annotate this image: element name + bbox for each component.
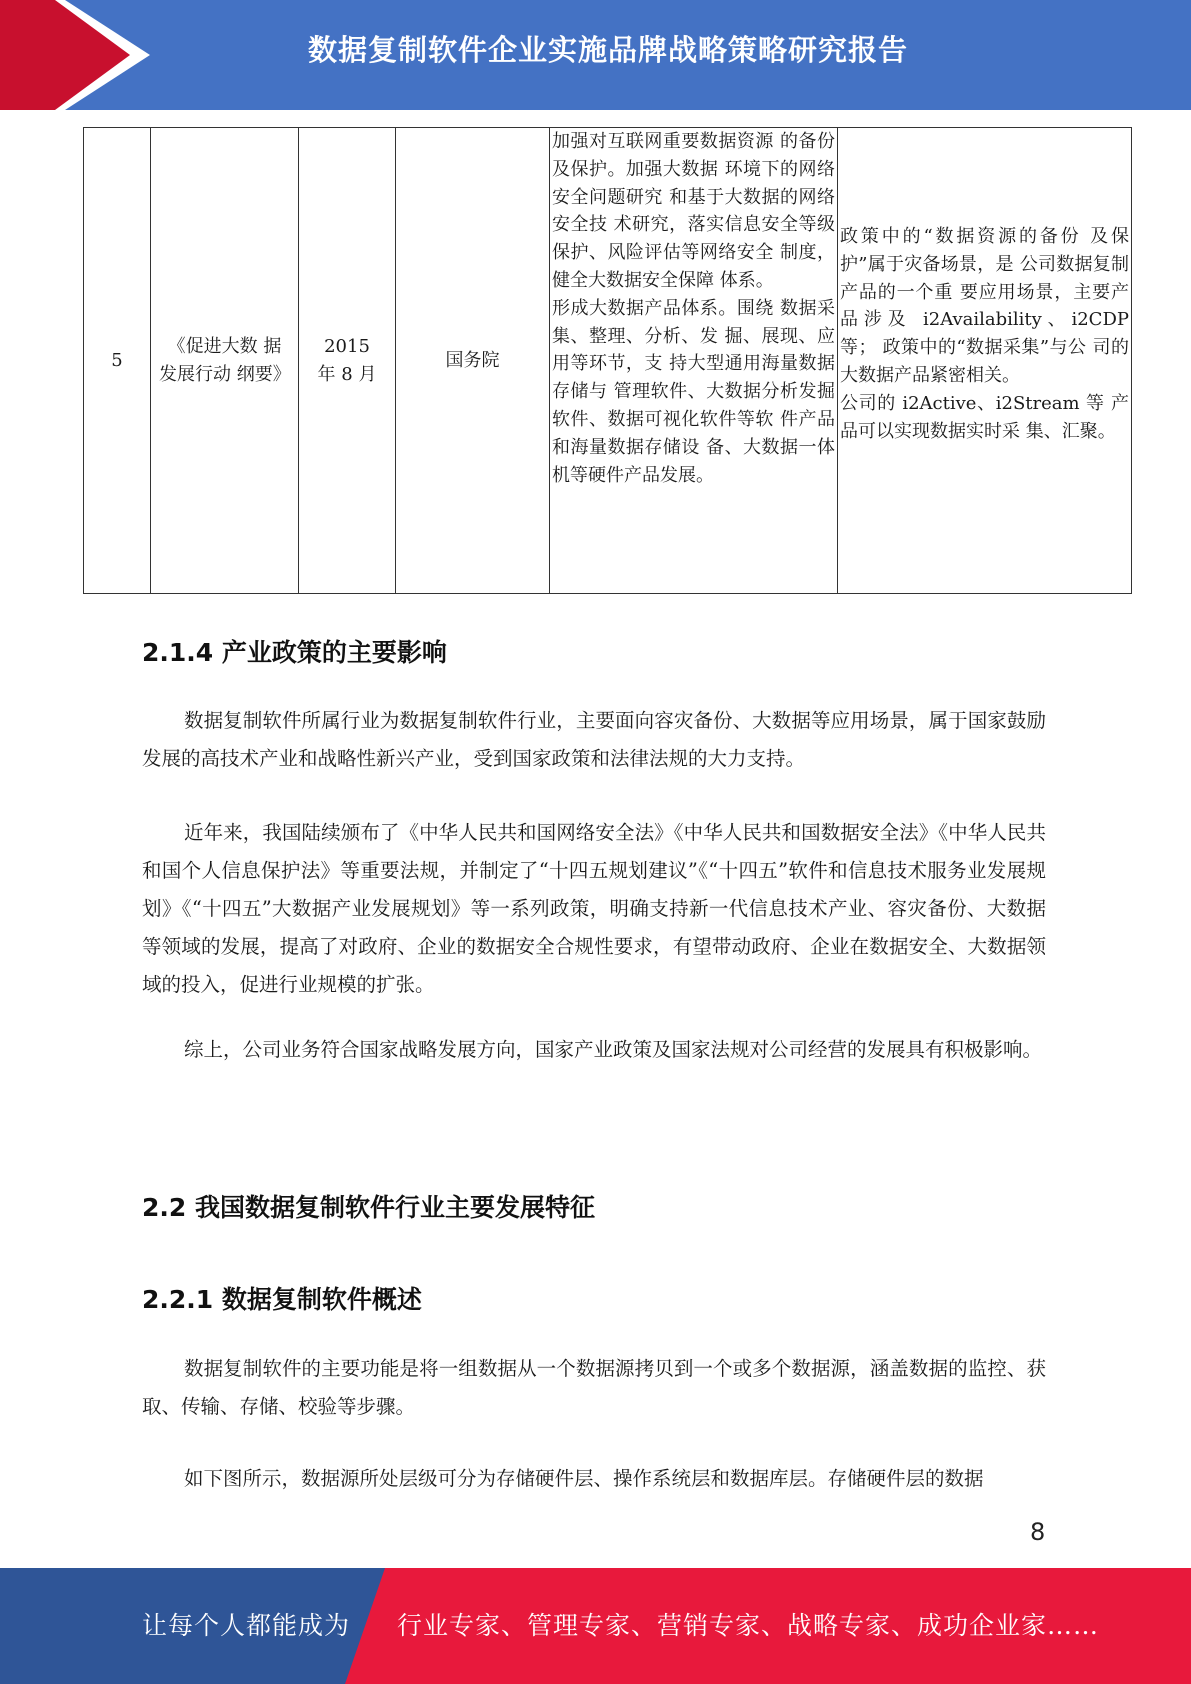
paragraph: 近年来，我国陆续颁布了《中华人民共和国网络安全法》《中华人民共和国数据安全法》《中华人民共和国个人信息保护法》等重要法规，并制定了“十四五规划建议”《“十四五”软件和信息技术服务业发展规划》《“十四五”大数据产业发展规划》等一系列政策，明确支持新一代信息技术产业、容灾备份、大数据等领域的发展，提高了对政府、企业的数据安全合规性要求，有望带动政府、企业在数据安全、大数据领域的投入，促进行业规模的扩张。 [142, 821, 1046, 996]
relevance-para-1: 政策中的“数据资源的备份 及保护”属于灾备场景，是 公司数据复制产品的一个重 要应用场景，主要产品涉及 i2Availability、i2CDP 等； 政策中的“数据采集”与公 司的大数据产品紧密相关。 [840, 226, 1129, 386]
paragraph: 如下图所示，数据源所处层级可分为存储硬件层、操作系统层和数据库层。存储硬件层的数据 [184, 1467, 984, 1490]
cell-number: 5 [84, 128, 151, 594]
footer-slogan-left: 让每个人都能成为 [142, 1611, 351, 1640]
paragraph: 数据复制软件的主要功能是将一组数据从一个数据源拷贝到一个或多个数据源，涵盖数据的监控、获取、传输、存储、校验等步骤。 [142, 1357, 1046, 1418]
table-row [84, 128, 1132, 594]
content-para-1: 加强对互联网重要数据资源 的备份及保护。加强大数据 环境下的网络安全问题研究 和基于大数据的网络安全技 术研究，落实信息安全等级 保护、风险评估等网络安全 制度，健全大数据安全保障 体系。 [552, 131, 835, 291]
cell-issuer: 国务院 [396, 128, 550, 594]
cell-policy-content [550, 128, 838, 594]
paragraph: 综上，公司业务符合国家战略发展方向，国家产业政策及国家法规对公司经营的发展具有积极影响。 [184, 1038, 1043, 1061]
page-header [0, 0, 1191, 110]
header-title: 数据复制软件企业实施品牌战略策略研究报告 [307, 33, 908, 67]
page-footer [0, 1568, 1191, 1684]
cell-date-text: 2015 年 8 月 [317, 335, 377, 385]
cell-policy-name: 《促进大数 据发展行动 纲要》 [151, 128, 299, 594]
footer-slogan-right: 行业专家、管理专家、营销专家、战略专家、成功企业家…… [397, 1611, 1100, 1640]
page-number: 8 [1030, 1518, 1046, 1546]
section-heading-2-2: 2.2 我国数据复制软件行业主要发展特征 [142, 1193, 595, 1222]
section-heading-2-2-1: 2.2.1 数据复制软件概述 [142, 1285, 422, 1314]
section-heading-2-1-4: 2.1.4 产业政策的主要影响 [142, 638, 447, 667]
content-para-2: 形成大数据产品体系。围绕 数据采集、整理、分析、发 掘、展现、应用等环节，支 持大型通用海量数据存储与 管理软件、大数据分析发掘 软件、数据可视化软件等软 件产品和海量数据存储设 备、大数据一体机等硬件产品发展。 [552, 297, 835, 486]
cell-date [299, 128, 396, 594]
paragraph: 数据复制软件所属行业为数据复制软件行业，主要面向容灾备份、大数据等应用场景，属于国家鼓励发展的高技术产业和战略性新兴产业，受到国家政策和法律法规的大力支持。 [142, 709, 1046, 770]
cell-relevance [838, 128, 1132, 594]
policy-table [83, 127, 1132, 594]
relevance-para-2: 公司的 i2Active、i2Stream 等 产品可以实现数据实时采 集、汇聚。 [840, 392, 1129, 442]
